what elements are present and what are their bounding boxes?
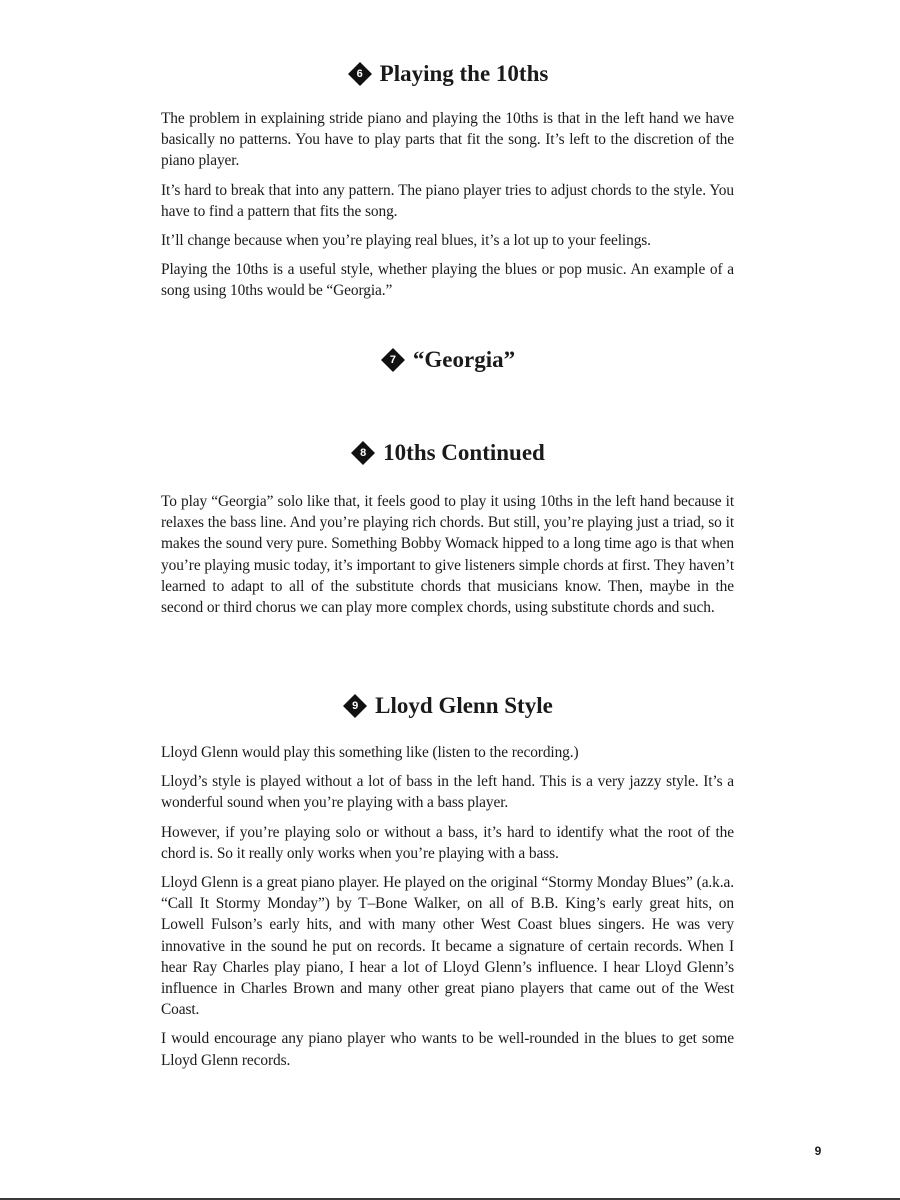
paragraph: Lloyd Glenn is a great piano player. He played on the original “Stormy Monday Blues” (a.k.a. “Call It Stormy Monday”) by T–Bone Walker, on all of B.B. King’s early great hits, on Lowell Fulson’s early hits, and with many other West Coast blues singers. He was very innovative in the sound he put on records. It became a signature of certain records. When I hear Ray Charles play piano, I hear a lot of Lloyd Glenn’s influence. I hear Lloyd Glenn’s influence in Charles Brown and many other great piano players that came out of the West Coast.	[161, 874, 734, 1019]
paragraph: The problem in explaining stride piano and playing the 10ths is that in the left hand we have basically no patterns. You have to play parts that fit the song. It’s left to the discretion of the piano player.	[161, 110, 734, 170]
section-title: Playing the 10ths	[379, 61, 549, 86]
paragraph: Playing the 10ths is a useful style, whether playing the blues or pop music. An example of a song using 10ths would be “Georgia.”	[161, 261, 734, 300]
section-title: 10ths Continued	[383, 440, 545, 465]
section-title: Lloyd Glenn Style	[375, 693, 553, 718]
paragraph: It’s hard to break that into any pattern. The piano player tries to adjust chords to the style. You have to find a pattern that fits the song.	[161, 181, 734, 220]
section-title: “Georgia”	[412, 347, 516, 372]
diamond-number-icon: 6	[347, 61, 373, 87]
paragraph: Lloyd’s style is played without a lot of bass in the left hand. This is a very jazzy style. It’s a wonderful sound when you’re playing with a bass player.	[161, 773, 734, 812]
diamond-number-icon: 9	[342, 693, 368, 719]
paragraph: To play “Georgia” solo like that, it feels good to play it using 10ths in the left hand because it relaxes the bass line. And you’re playing rich chords. But still, you’re playing just a triad, so it makes the sound very pure. Something Bobby Womack hipped to a long time ago is that when you’re playing music today, it’s important to give listeners simple chords at first. They haven’t learned to adapt to all of the substitute chords that musicians know. Then, maybe in the second or third chorus we can play more complex chords, using substitute chords and such.	[161, 493, 734, 617]
section-heading	[161, 439, 734, 467]
paragraph: Lloyd Glenn would play this something like (listen to the recording.)	[161, 744, 579, 761]
section-lloyd-glenn-style	[161, 692, 734, 1079]
section-playing-the-10ths	[161, 60, 734, 310]
section-heading	[161, 60, 734, 88]
diamond-number-icon: 8	[350, 440, 376, 466]
page-number: 9	[814, 1144, 822, 1158]
paragraph: However, if you’re playing solo or without a bass, it’s hard to identify what the root of the chord is. So it really only works when you’re playing with a bass.	[161, 823, 734, 862]
section-heading	[161, 692, 734, 720]
section-10ths-continued	[161, 439, 734, 626]
paragraph: I would encourage any piano player who wants to be well-rounded in the blues to get some Lloyd Glenn records.	[161, 1030, 734, 1069]
paragraph: It’ll change because when you’re playing real blues, it’s a lot up to your feelings.	[161, 232, 651, 250]
section-georgia	[161, 346, 734, 374]
section-heading	[161, 346, 734, 374]
diamond-number-icon: 7	[380, 347, 406, 373]
